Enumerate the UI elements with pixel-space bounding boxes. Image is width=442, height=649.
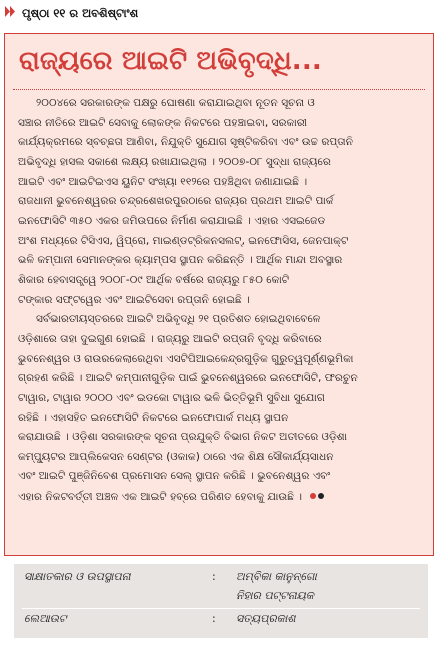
body-line: କରାଯାଉଛି । ଓଡ଼ିଶା ସରକାରଙ୍କ ସୂଚନା ପ୍ରଯୁକ୍ତି ବିଭାଗ ନିକଟ ଅତୀତରେ ଓଡ଼ିଶା [18,431,348,444]
continuation-label: ପୃଷ୍ଠା ୧୧ ର ଅବଶିଷ୍ଟାଂଶ [22,6,139,20]
body-line-last [18,487,422,507]
body-line: ଭଳି କମ୍ପାନୀ ସେମାନଙ୍କର କ୍ୟାମ୍ପସ ସ୍ଥାପନ କରିଛନ୍ତି । ଆର୍ଥିକ ମାନ୍ଦା ଅବସ୍ଥାର [18,254,343,267]
body-line: ଭୁବନେଶ୍ୱର ଓ ରାଉରକେଲାରେଥିବା ଏସଟିପିଆଇକେନ୍ଦ୍ରଗୁଡ଼ିକ ଗୁରୁତ୍ୱପୂର୍ଣ୍ଣଭୂମିକା [18,352,354,365]
paragraph-2 [18,310,422,507]
credit-colon: : [212,570,216,583]
body-line: ଗ୍ରହଣ କରିଛି । ଆଇଟି କମ୍ପାନୀଗୁଡ଼ିକ ପାଇଁ ଭୁବନେଶ୍ୱରରେ ଇନଫୋସିଟି, ଫରଚୁନ [18,372,358,385]
body-line: ଇନଫୋସିଟି ୩୫୦ ଏକର ଜମିଉପରେ ନିର୍ମାଣ କରାଯାଇଛି । ଏହାର ଏସଇଜେଡ [18,214,326,227]
credits-divider [22,608,420,609]
article-box [4,33,434,556]
body-line: ଓଡ଼ିଶାରେ ତାହା ଦୁଇଗୁଣ ହୋଇଛି । ରାଜ୍ୟରୁ ଆଇଟି ରପ୍ତାନି ବୃଦ୍ଧି କରିବାରେ [18,332,322,345]
body-line: ଟଙ୍କାର ସଫ୍ଟୱେର ଏବଂ ଆଇଟିସେବା ରପ୍ତାନି ହୋଇଛି । [18,293,250,306]
end-of-article-icon [310,487,326,507]
body-line: ଏବଂ ଆଇଟି ପୁଞ୍ଜିନିବେଶ ପ୍ରମୋସନ ସେଲ୍ ସ୍ଥାପନ କରିଛି । ଭୁବନେଶ୍ୱର ଏବଂ [18,470,331,483]
credit-colon: : [212,612,216,625]
body-line: ଟାୱାର, ଟାୱାର ୨୦୦୦ ଏବଂ ଇଡକୋ ଟାୱାର ଭଳି ଭିତ୍ତିଭୂମି ସୁବିଧା ସୁଯୋଗ [18,391,325,404]
credit-value: ଅମ୍ବିକା କାନୁନ୍‌ଗୋ [236,570,317,583]
article-body [18,94,422,508]
body-line: ଶିକାର ହେବାସତ୍ତ୍ୱେ ୨୦୦୮-୦୯ ଆର୍ଥିକ ବର୍ଷରେ ରାଜ୍ୟରୁ ୮୫୦ କୋଟି [18,273,290,286]
credit-label: ଲେଆଉଟ [24,612,67,625]
body-line: ୨୦୦୪ରେ ସରକାରଙ୍କ ପକ୍ଷରୁ ଘୋଷଣା କରାଯାଇଥିବା ନୂତନ ସୂଚନା ଓ [36,97,315,109]
paragraph-1 [18,94,422,310]
body-line: ଅଂଶ ମଧ୍ୟରେ ଟିସିଏସ, ୱିପ୍ରୋ, ମାଇଣ୍ଡଟ୍ରିକନସଲଟ୍, ଇନଫୋସିସ, ଜେନପାକ୍ଟ [18,234,349,247]
body-line: ରହିଛି । ଏହାସହିତ ଇନଫୋସିଟି ନିକଟରେ ଇନଫୋପାର୍କ ମଧ୍ୟ ସ୍ଥାପନ [18,411,289,424]
double-chevron-icon [4,5,17,18]
body-line: ସର୍ବଭାରତୀୟସ୍ତରରେ ଆଇଟି ଅଭିବୃଦ୍ଧି ୨୧ ପ୍ରତିଶତ ହୋଇଥିବାବେଳେ [36,313,321,326]
body-line: କମ୍ପ୍ୟୁଟର ଆପ୍ଲିକେସନ ସେଣ୍ଟର (ଓକାକ) ଠାରେ ଏକ ଶିକ୍ଷ ସୌକାର୍ଯ୍ୟସାଧନ [18,450,334,463]
continuation-strip [0,0,442,30]
body-line: ରାଜଧାନୀ ଭୁବନେଶ୍ୱରର ଚନ୍ଦ୍ରଶେଖରପୁରଠାରେ ରାଜ୍ୟର ପ୍ରଥମ ଆଇଟି ପାର୍କ [18,195,334,208]
headline-divider [13,89,425,90]
body-line: ଆଇଟି ଏବଂ ଆଇଟିଇଏସ ୟୁନିଟ ସଂଖ୍ୟା ୧୧୨ରେ ପହଞ୍ଚିଥିବା ଜଣାଯାଇଛି । [18,175,308,188]
credit-label: ସାକ୍ଷାତକାର ଓ ଉପସ୍ଥାପନା [24,570,131,583]
body-line: କାର୍ଯ୍ୟକ୍ରମରେ ସ୍ବଚ୍ଛତା ଆଣିବା, ନିଯୁକ୍ତି ସୁଯୋଗ ସୃଷ୍ଟିକରିବା ଏବଂ ଉଚ୍ଚ ରପ୍ତାନି [18,136,353,149]
credit-value: ନିହାର ପଟ୍ଟନାୟକ [236,589,314,602]
last-line-text: ଏହାର ନିକଟବର୍ତ୍ତୀ ଅଞ୍ଚଳ ଏକ ଆଇଟି ହବ୍‌ରେ ପରିଣତ ହେବାକୁ ଯାଉଛି । [18,490,303,503]
body-line: ସଞ୍ଚାର ନୀତିରେ ଆଇଟି ସେବାକୁ ଲୋକଙ୍କ ନିକଟରେ ପହଞ୍ଚାଇବା, ସରକାରୀ [18,116,308,129]
body-line: ଅଭିବୃଦ୍ଧି ହାସଲ ସକାଶେ ଲକ୍ଷ୍ୟ ରଖାଯାଇଥିଲା । ୨୦୦୭-୦୮ ସୁଦ୍ଧା ରାଜ୍ୟରେ [18,155,331,168]
credits-box [14,564,428,638]
credit-value: ସତ୍ୟପ୍ରକାଶ [236,612,296,625]
article-headline: ରାଜ୍ୟରେ ଆଇଟି ଅଭିବୃଦ୍ଧି... [19,46,322,76]
